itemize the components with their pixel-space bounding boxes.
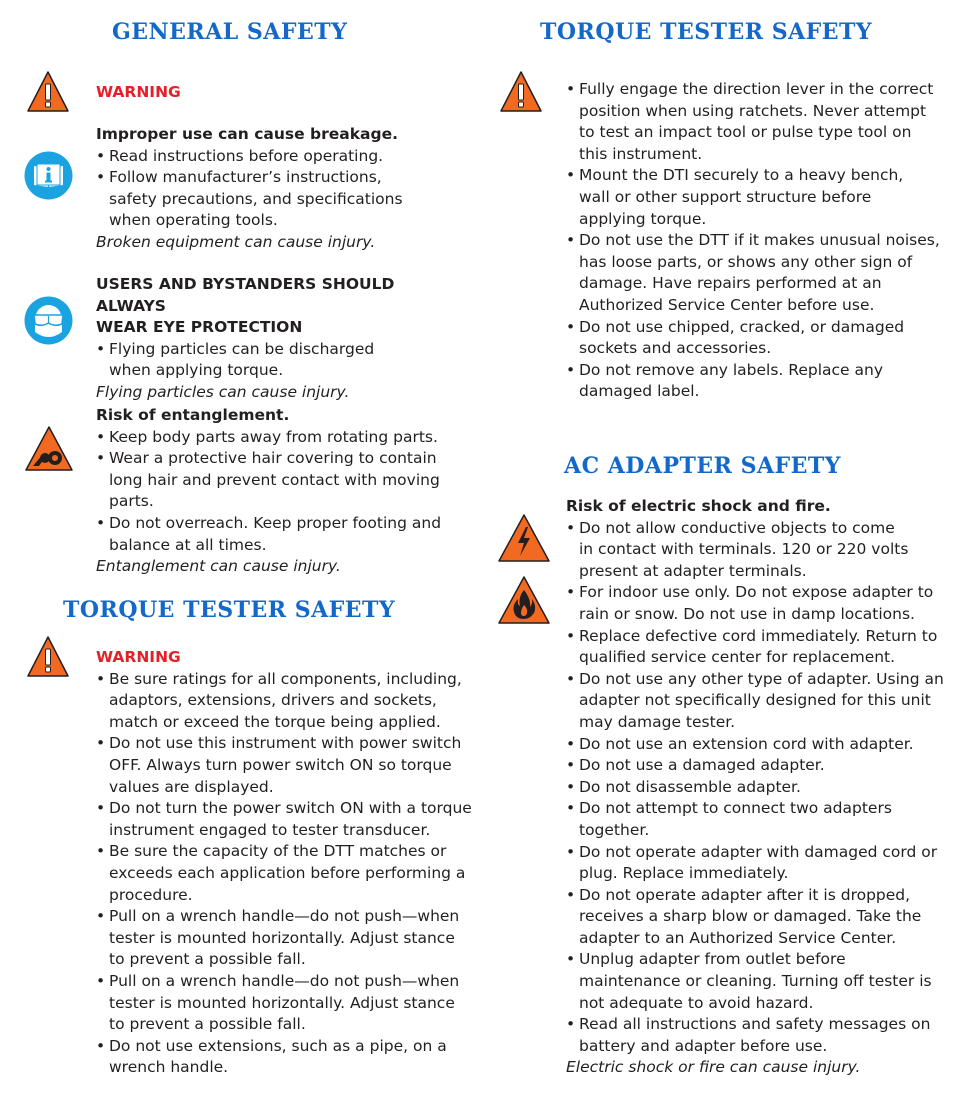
- list-item: • For indoor use only. Do not expose adapter to rain or snow. Do not use in damp locations.: [566, 582, 939, 625]
- list-item: • Replace defective cord immediately. Return to qualified service center for replacement.: [566, 626, 941, 669]
- ac-adapter-note: Electric shock or fire can cause injury.: [566, 1058, 861, 1077]
- general-safety-heading: GENERAL SAFETY: [112, 19, 348, 45]
- list-item: • Do not use chipped, cracked, or damaged sockets and accessories.: [566, 317, 914, 360]
- ac-adapter-title: Risk of electric shock and fire.: [566, 497, 831, 515]
- list-item: • Do not use the DTT if it makes unusual noises, has loose parts, or shows any other sign of damage. Have repairs performed at an Authorized Service Center before use.: [566, 230, 947, 316]
- entanglement-hazard-icon: [24, 424, 74, 474]
- eye-title-line2: WEAR EYE PROTECTION: [96, 318, 303, 337]
- read-manual-icon: [24, 151, 73, 200]
- list-item: • Follow manufacturer’s instructions, safety precautions, and specifications when operating tools.: [96, 167, 429, 232]
- list-item: • Flying particles can be discharged when applying torque.: [96, 339, 419, 382]
- eye-note: Flying particles can cause injury.: [96, 382, 350, 401]
- list-item: • Read instructions before operating.: [96, 146, 466, 168]
- entanglement-section: [96, 405, 466, 578]
- list-item: • Wear a protective hair covering to contain long hair and prevent contact with moving parts.: [96, 448, 466, 513]
- list-item: • Do not operate adapter with damaged cord or plug. Replace immediately.: [566, 842, 941, 885]
- list-item: • Fully engage the direction lever in the correct position when using ratchets. Never attempt to test an impact tool or pulse type tool on this instrument.: [566, 79, 944, 165]
- list-item: • Unplug adapter from outlet before maintenance or cleaning. Turning off tester is not adequate to avoid hazard.: [566, 949, 934, 1014]
- torque-tester-right-section: [566, 79, 940, 403]
- torque-tester-left-section: [96, 647, 472, 1079]
- list-item: • Do not operate adapter after it is dropped, receives a sharp blow or damaged. Take the adapter to an Authorized Service Center.: [566, 885, 927, 950]
- list-item: • Do not turn the power switch ON with a torque instrument engaged to tester transducer.: [96, 798, 479, 841]
- list-item: • Read all instructions and safety messages on battery and adapter before use.: [566, 1014, 939, 1057]
- eye-title-line1: USERS AND BYSTANDERS SHOULD ALWAYS: [96, 275, 395, 315]
- list-item: • Keep body parts away from rotating parts.: [96, 427, 466, 449]
- list-item: • Be sure the capacity of the DTT matches or exceeds each application before performing a procedure.: [96, 841, 471, 906]
- warning-triangle-icon: [499, 70, 543, 114]
- torque-tester-safety-heading-right: TORQUE TESTER SAFETY: [540, 19, 873, 45]
- warning-label: WARNING: [96, 648, 181, 666]
- breakage-section: [96, 124, 466, 254]
- breakage-title: Improper use can cause breakage.: [96, 125, 398, 143]
- list-item: • Do not overreach. Keep proper footing and balance at all times.: [96, 513, 454, 556]
- torque-tester-safety-heading-left: TORQUE TESTER SAFETY: [63, 597, 396, 623]
- fire-hazard-icon: [497, 575, 551, 625]
- list-item: • Do not attempt to connect two adapters together.: [566, 798, 904, 841]
- list-item: • Pull on a wrench handle—do not push—when tester is mounted horizontally. Adjust stance to prevent a possible fall.: [96, 971, 469, 1036]
- eye-protection-icon: [24, 296, 73, 345]
- ac-adapter-section: [566, 496, 944, 1079]
- list-item: • Do not use any other type of adapter. Using an adapter not specifically designed for this unit may damage tester.: [566, 669, 949, 734]
- entanglement-note: Entanglement can cause injury.: [96, 557, 341, 576]
- list-item: • Do not remove any labels. Replace any damaged label.: [566, 360, 889, 403]
- list-item: • Do not use extensions, such as a pipe, on a wrench handle.: [96, 1036, 459, 1079]
- list-item: • Do not use a damaged adapter.: [566, 755, 936, 777]
- ac-adapter-safety-heading: AC ADAPTER SAFETY: [564, 453, 842, 479]
- list-item: • Do not use this instrument with power switch OFF. Always turn power switch ON so torque values are displayed.: [96, 733, 469, 798]
- list-item: • Pull on a wrench handle—do not push—when tester is mounted horizontally. Adjust stance to prevent a possible fall.: [96, 906, 469, 971]
- breakage-note: Broken equipment can cause injury.: [96, 232, 376, 251]
- list-item: • Do not use an extension cord with adapter.: [566, 734, 949, 756]
- warning-triangle-icon: [26, 70, 70, 114]
- list-item: • Mount the DTI securely to a heavy bench, wall or other support structure before applying torque.: [566, 165, 934, 230]
- entanglement-title: Risk of entanglement.: [96, 406, 290, 424]
- list-item: • Do not allow conductive objects to come in contact with terminals. 120 or 220 volts present at adapter terminals.: [566, 518, 909, 583]
- list-item: • Be sure ratings for all components, including, adaptors, extensions, drivers and sockets, match or exceed the torque being applied.: [96, 669, 469, 734]
- warning-triangle-icon: [26, 635, 70, 679]
- electric-shock-icon: [497, 513, 551, 563]
- list-item: • Do not disassemble adapter.: [566, 777, 936, 799]
- warning-label: WARNING: [96, 83, 181, 101]
- eye-protection-section: [96, 274, 466, 404]
